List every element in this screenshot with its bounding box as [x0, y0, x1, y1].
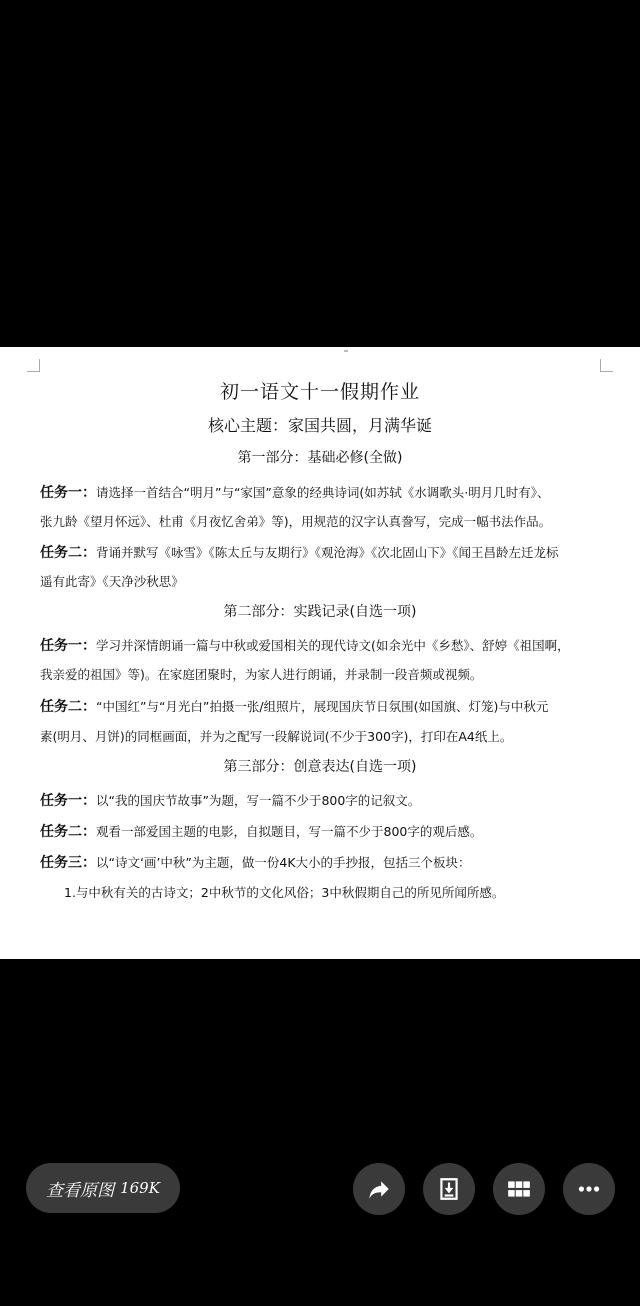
page-corner-mark [600, 359, 613, 372]
task-text: “中国红”与“月光白”拍摄一张/组照片，展现国庆节日氛围(如国旗、灯笼)与中秋元 [96, 699, 549, 714]
document-title: 初一语文十一假期作业 [219, 381, 420, 403]
viewer-toolbar [0, 1160, 640, 1220]
grid-icon [506, 1176, 532, 1202]
task-text: 以“我的国庆节故事”为题，写一篇不少于800字的记叙文。 [96, 793, 421, 808]
part2-task2-line2: 素(明月、月饼)的同框画面，并为之配写一段解说词(不少于300字)，打印在A4纸上。 [40, 729, 513, 744]
share-button[interactable] [353, 1163, 405, 1215]
task-label: 任务二： [40, 545, 96, 561]
download-button[interactable] [423, 1163, 475, 1215]
part3-task3-detail: 1.与中秋有关的古诗文；2中秋节的文化风俗；3中秋假期自己的所见所闻所感。 [64, 885, 505, 900]
share-icon [366, 1176, 392, 1202]
document-page [0, 347, 640, 959]
task-label: 任务二： [40, 824, 96, 840]
part1-task2-line2: 遥有此寄》《天净沙秋思》 [40, 574, 184, 589]
more-icon [576, 1176, 602, 1202]
part2-task2-line1 [40, 696, 612, 716]
image-size-label: 169K [120, 1179, 160, 1197]
task-label: 任务一： [40, 793, 96, 809]
page-top-mark [344, 350, 348, 352]
task-text: 学习并深情朗诵一篇与中秋或爱国相关的现代诗文(如余光中《乡愁》、舒婷《祖国啊， [96, 638, 570, 653]
view-original-button[interactable] [26, 1163, 180, 1213]
view-original-label: 查看原图 [46, 1180, 115, 1201]
more-button[interactable] [563, 1163, 615, 1215]
download-icon [436, 1176, 462, 1202]
task-label: 任务一： [40, 638, 96, 654]
part1-task1-line1 [40, 482, 612, 502]
task-label: 任务三： [40, 855, 96, 871]
task-label: 任务一： [40, 485, 96, 501]
task-text: 背诵并默写《咏雪》《陈太丘与友期行》《观沧海》《次北固山下》《闻王昌龄左迁龙标 [96, 545, 559, 560]
part3-heading: 第三部分：创意表达(自选一项) [223, 759, 417, 775]
document-subtitle: 核心主题：家国共圆，月满华诞 [207, 416, 432, 435]
task-text: 请选择一首结合“明月”与“家国”意象的经典诗词(如苏轼《水调歌头·明月几时有》、 [96, 485, 550, 500]
part2-task1-line2: 我亲爱的祖国》等)。在家庭团聚时，为家人进行朗诵，并录制一段音频或视频。 [40, 667, 483, 682]
part2-task1-line1 [40, 635, 612, 655]
part1-task1-line2: 张九龄《望月怀远》、杜甫《月夜忆舍弟》等)，用规范的汉字认真誊写，完成一幅书法作品。 [40, 514, 552, 529]
part3-task2 [40, 821, 612, 841]
part3-task3 [40, 852, 612, 872]
part1-heading: 第一部分：基础必修(全做) [237, 450, 403, 466]
task-text: 观看一部爱国主题的电影，自拟题目，写一篇不少于800字的观后感。 [96, 824, 483, 839]
task-text: 以“诗文‘画’中秋”为主题，做一份4K大小的手抄报，包括三个板块： [96, 855, 471, 870]
part3-task1 [40, 790, 612, 810]
grid-button[interactable] [493, 1163, 545, 1215]
part2-heading: 第二部分：实践记录(自选一项) [223, 604, 417, 620]
part1-task2-line1 [40, 542, 612, 562]
task-label: 任务二： [40, 699, 96, 715]
page-corner-mark [27, 359, 40, 372]
